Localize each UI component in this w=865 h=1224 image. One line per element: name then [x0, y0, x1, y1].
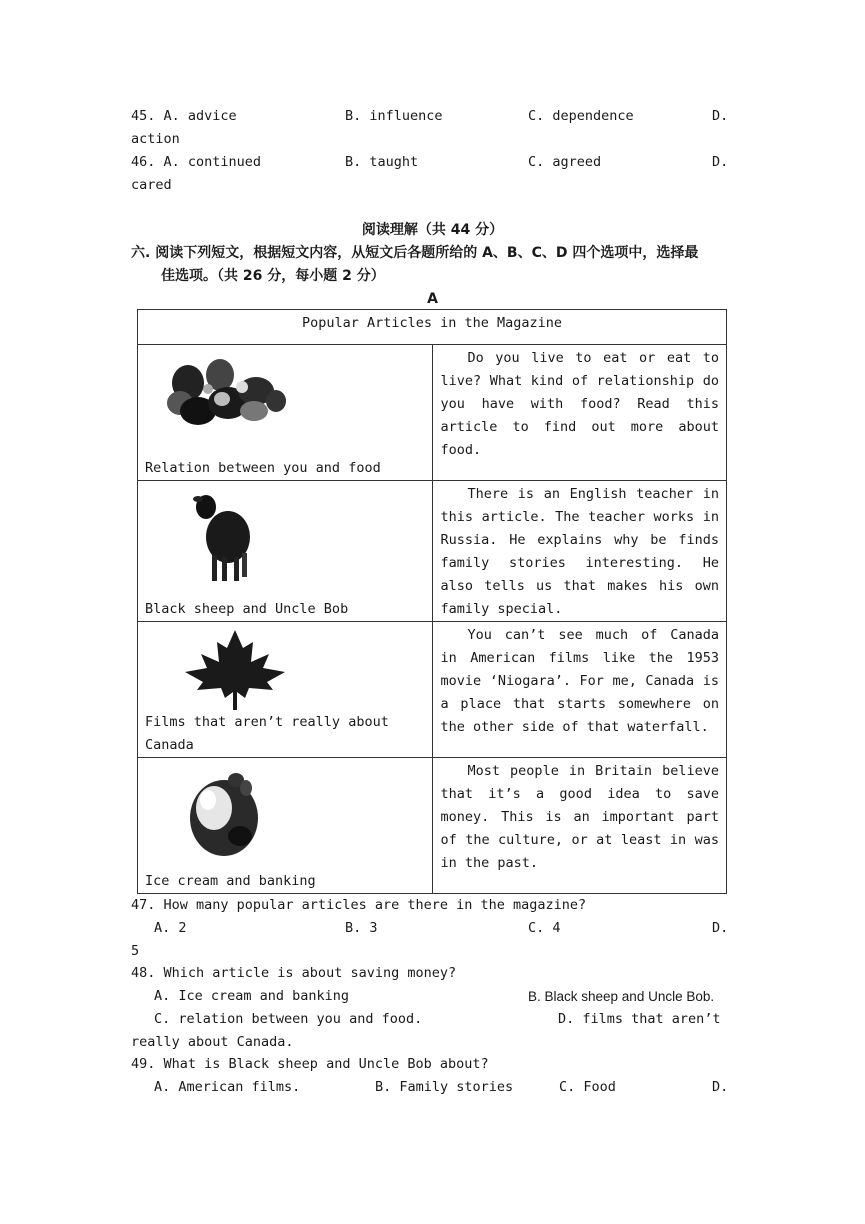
table-row: [138, 481, 727, 622]
magazine-articles-table: [137, 309, 727, 894]
q49-question: 49. What is Black sheep and Uncle Bob about?: [131, 1056, 489, 1072]
q45-b: B. influence: [345, 108, 443, 124]
q47-b: B. 3: [345, 920, 378, 936]
q45-d-cont: action: [131, 131, 180, 147]
q48-a: A. Ice cream and banking: [154, 988, 350, 1004]
article-caption: Relation between you and food: [145, 460, 381, 476]
q49-b: B. Family stories: [375, 1079, 514, 1095]
table-row: [138, 758, 727, 894]
q46-a: 46. A. continued: [131, 154, 262, 170]
article-caption: Films that aren’t really about Canada: [145, 714, 389, 753]
article-caption: Ice cream and banking: [145, 873, 316, 889]
q48-question: 48. Which article is about saving money?: [131, 965, 457, 981]
q47-d: D.: [712, 920, 729, 936]
section6-instruction-line1: 六. 阅读下列短文，根据短文内容，从短文后各题所给的 A、B、C、D 四个选项中，选择最: [131, 245, 699, 261]
q49-a: A. American films.: [154, 1079, 301, 1095]
q48-c: C. relation between you and food.: [154, 1011, 423, 1027]
q46-b: B. taught: [345, 154, 419, 170]
passage-label: A: [427, 291, 438, 307]
q46-d: D.: [712, 154, 729, 170]
q45-a: 45. A. advice: [131, 108, 237, 124]
q45-c: C. dependence: [528, 108, 634, 124]
table-row: [138, 345, 727, 481]
q48-b: B. Black sheep and Uncle Bob.: [528, 989, 715, 1004]
article-image-cell: [138, 758, 433, 894]
article-image-cell: [138, 345, 433, 481]
q49-d: D.: [712, 1079, 729, 1095]
black-sheep-photo: [190, 489, 262, 585]
article-description: Do you live to eat or eat to live? What kind of relationship do you have with food? Read this article to find out more about food.: [432, 345, 727, 481]
article-description: There is an English teacher in this article. The teacher works in Russia. He explains why be finds family stories interesting. He also tells us that makes his own family special.: [432, 481, 727, 622]
section-title: 阅读理解（共 44 分）: [361, 222, 504, 238]
article-description: You can’t see much of Canada in American films like the 1953 movie ‘Niogara’. For me, Canada is a place that starts somewhere on the other side of that waterfall.: [432, 622, 727, 758]
section6-instruction-line2: 佳选项。（共 26 分，每小题 2 分）: [161, 268, 385, 284]
article-description: Most people in Britain believe that it’s a good idea to save money. This is an important part of the culture, or at least in was in the past.: [432, 758, 727, 894]
q47-question: 47. How many popular articles are there in the magazine?: [131, 897, 587, 913]
q48-d-cont: really about Canada.: [131, 1034, 294, 1050]
q47-a: A. 2: [154, 920, 187, 936]
piggy-bank-photo: [180, 766, 264, 864]
q46-d-cont: cared: [131, 177, 172, 193]
table-title: Popular Articles in the Magazine: [138, 310, 727, 345]
article-image-cell: [138, 622, 433, 758]
q45-d: D.: [712, 108, 729, 124]
q47-d-cont: 5: [131, 943, 140, 959]
article-caption: Black sheep and Uncle Bob: [145, 601, 349, 617]
q47-c: C. 4: [528, 920, 561, 936]
q46-c: C. agreed: [528, 154, 602, 170]
q49-c: C. Food: [559, 1079, 616, 1095]
maple-leaf-icon: [183, 628, 287, 712]
table-row: [138, 622, 727, 758]
dogs-and-food-photo: [158, 353, 288, 431]
article-image-cell: [138, 481, 433, 622]
q48-d: D. films that aren’t: [558, 1011, 721, 1027]
